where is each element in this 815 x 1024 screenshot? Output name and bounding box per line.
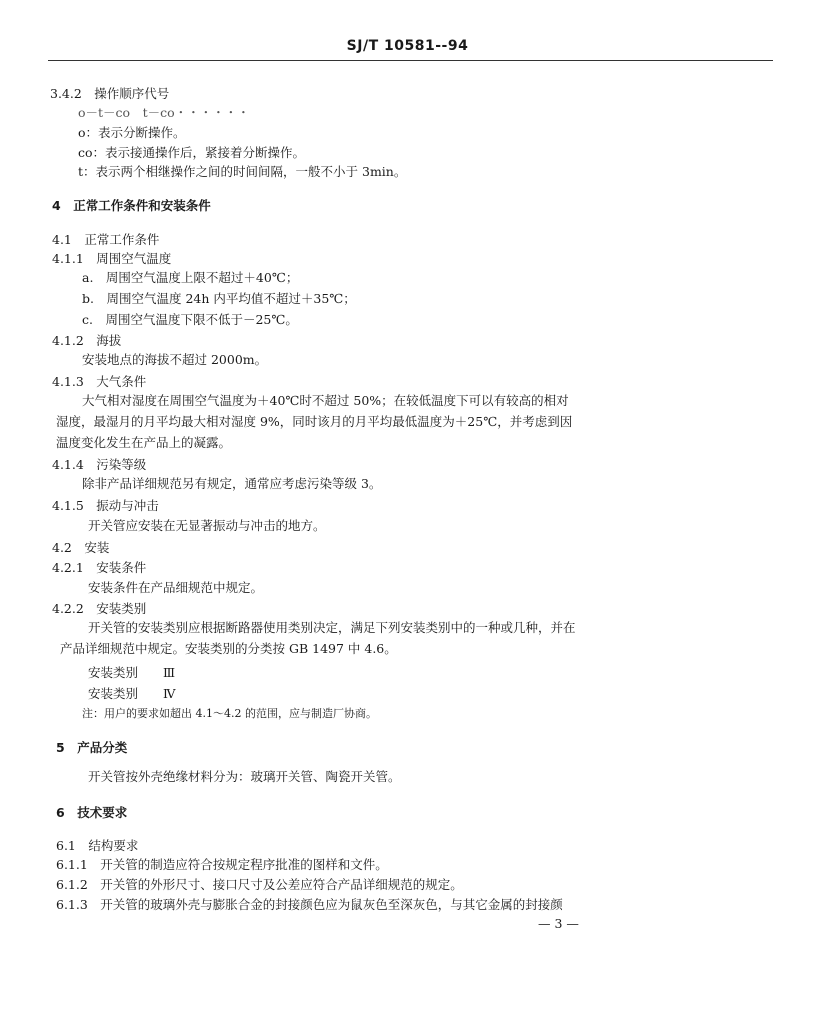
header-rule xyxy=(48,60,773,61)
item-a: a. 周围空气温度上限不超过＋40℃； xyxy=(82,270,299,285)
note-text: 注：用户的要求如超出 4.1～4.2 的范围，应与制造厂协商。 xyxy=(82,707,377,720)
clause-4-2-1-title: 4.2.1 安装条件 xyxy=(52,560,147,575)
vibration-text: 开关管应安装在无显著振动与冲击的地方。 xyxy=(88,518,326,533)
clause-4-2-title: 4.2 安装 xyxy=(52,540,110,555)
atmosphere-text-line-2: 湿度，最湿月的月平均最大相对湿度 9%，同时该月的月平均最低温度为＋25℃，并考虑到因 xyxy=(56,414,573,429)
atmosphere-text-line-3: 温度变化发生在产品上的凝露。 xyxy=(56,435,232,450)
clause-4-1-1-title: 4.1.1 周围空气温度 xyxy=(52,251,172,266)
clause-6-1-title: 6.1 结构要求 xyxy=(56,838,139,853)
definition-co: co：表示接通操作后，紧接着分断操作。 xyxy=(78,145,306,160)
installation-condition-text: 安装条件在产品细规范中规定。 xyxy=(88,580,264,595)
page-number: — 3 — xyxy=(538,916,579,931)
clause-6-1-2: 6.1.2 开关管的外形尺寸、接口尺寸及公差应符合产品详细规范的规定。 xyxy=(56,877,463,892)
clause-4-2-2-title: 4.2.2 安装类别 xyxy=(52,601,147,616)
section-5-title: 5 产品分类 xyxy=(56,740,128,755)
section-6-title: 6 技术要求 xyxy=(56,805,128,820)
atmosphere-text-line-1: 大气相对湿度在周围空气温度为＋40℃时不超过 50%；在较低温度下可以有较高的相对 xyxy=(82,393,569,408)
item-c: c. 周围空气温度下限不低于－25℃。 xyxy=(82,312,298,327)
section-4-title: 4 正常工作条件和安装条件 xyxy=(52,198,211,213)
clause-4-1-3-title: 4.1.3 大气条件 xyxy=(52,374,147,389)
standard-number-header: SJ/T 10581--94 xyxy=(346,38,469,54)
product-classification-text: 开关管按外壳绝缘材料分为：玻璃开关管、陶瓷开关管。 xyxy=(88,769,401,784)
pollution-text: 除非产品详细规范另有规定，通常应考虑污染等级 3。 xyxy=(82,476,382,491)
clause-4-1-5-title: 4.1.5 振动与冲击 xyxy=(52,498,159,513)
altitude-text: 安装地点的海拔不超过 2000m。 xyxy=(82,352,268,367)
clause-4-1-title: 4.1 正常工作条件 xyxy=(52,232,160,247)
installation-category-text-2: 产品详细规范中规定。安装类别的分类按 GB 1497 中 4.6。 xyxy=(60,641,397,656)
installation-category-iii: 安装类别 Ⅲ xyxy=(88,665,176,680)
item-b: b. 周围空气温度 24h 内平均值不超过＋35℃； xyxy=(82,291,356,306)
definition-o: o：表示分断操作。 xyxy=(78,125,186,140)
clause-4-1-2-title: 4.1.2 海拔 xyxy=(52,333,122,348)
clause-3-4-2-title: 3.4.2 操作顺序代号 xyxy=(50,86,170,101)
definition-t: t：表示两个相继操作之间的时间间隔，一般不小于 3min。 xyxy=(78,164,407,179)
operation-sequence-code: o－t－co t－co・・・・・・ xyxy=(78,105,250,120)
clause-4-1-4-title: 4.1.4 污染等级 xyxy=(52,457,147,472)
clause-6-1-1: 6.1.1 开关管的制造应符合按规定程序批准的图样和文件。 xyxy=(56,857,388,872)
installation-category-text-1: 开关管的安装类别应根据断路器使用类别决定，满足下列安装类别中的一种或几种，并在 xyxy=(88,620,576,635)
clause-6-1-3: 6.1.3 开关管的玻璃外壳与膨胀合金的封接颜色应为鼠灰色至深灰色，与其它金属的封接颜 xyxy=(56,897,563,912)
installation-category-iv: 安装类别 Ⅳ xyxy=(88,686,176,701)
